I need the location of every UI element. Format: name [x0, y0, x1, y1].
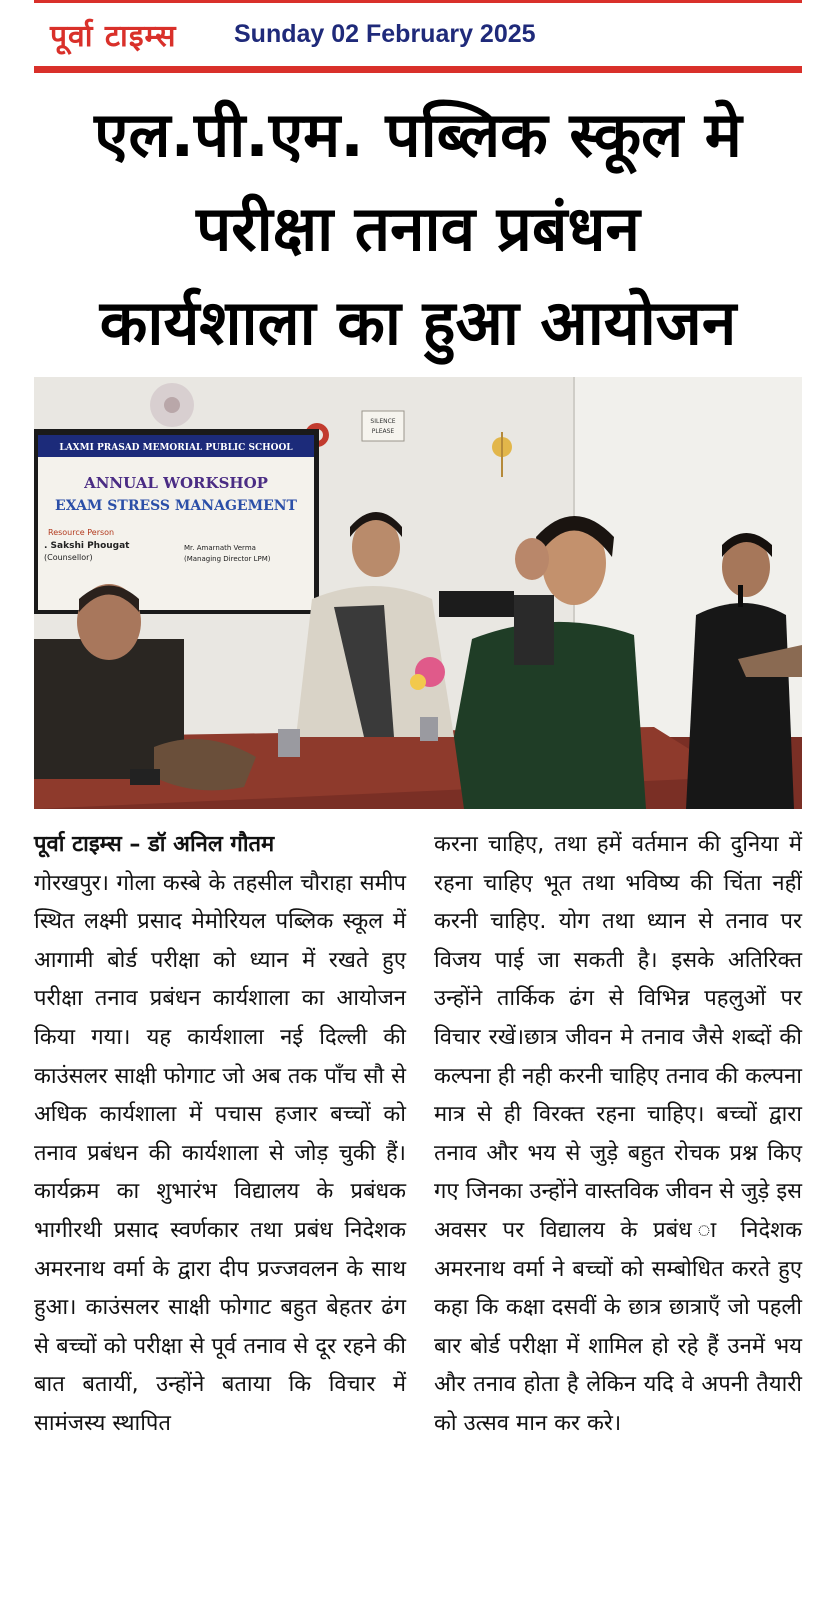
- silence-sign: [362, 411, 404, 441]
- screen-resource-name: . Sakshi Phougat: [44, 541, 130, 551]
- article-column-1: [34, 826, 406, 1444]
- masthead-top-rule: [34, 0, 802, 3]
- event-photo: [34, 377, 802, 809]
- table-cup: [278, 729, 300, 757]
- silence-sign-text-2: PLEASE: [371, 428, 395, 435]
- event-photo-illustration: [34, 377, 802, 809]
- screen-title-2: EXAM STRESS MANAGEMENT: [55, 498, 297, 514]
- headline-line-2: परीक्षा तनाव प्रबंधन: [196, 192, 640, 265]
- screen-resource-role: (Counsellor): [44, 553, 93, 562]
- headline-line-3: कार्यशाला का हुआ आयोजन: [99, 286, 737, 359]
- screen-title-1: ANNUAL WORKSHOP: [84, 474, 268, 492]
- screen-school-name: LAXMI PRASAD MEMORIAL PUBLIC SCHOOL: [59, 443, 293, 453]
- screen-chief-role: (Managing Director LPM): [184, 555, 271, 563]
- article-text-column-2: करना चाहिए, तथा हमें वर्तमान की दुनिया में रहना चाहिए भूत तथा भविष्य की चिंता नहीं करनी चाहिए. योग तथा ध्यान से तनाव पर विजय पाई जा सकती है। इसके अतिरिक्त उन्होंने तार्किक ढंग से विभिन्न पहलुओं पर विचार रखें।छात्र जीवन मे तनाव जैसे शब्दों की कल्पना ही नही करनी चाहिए तनाव की कल्पना मात्र से ही विरक्त रहना चाहिए। बच्चों द्वारा तनाव और भय से जुड़े बहुत रोचक प्रश्न किए गए जिनका उन्होंने वास्तविक जीवन से जुड़े इस अवसर पर विद्यालय के प्रबंध ा निदेशक अमरनाथ वर्मा ने बच्चों को सम्बोधित करते हुए कहा कि कक्षा दसवीं के छात्र छात्राएँ जो पहली बार बोर्ड परीक्षा में शामिल हो रहे हैं उनमें भय और तनाव होता है लेकिन यदि वे अपनी तैयारी को उत्सव मान कर करे।: [434, 832, 802, 1436]
- masthead: [34, 0, 802, 80]
- newspaper-name: पूर्वा टाइम्स: [50, 19, 177, 54]
- dateline: Sunday 02 February 2025: [234, 20, 536, 48]
- article-text-column-1: गोरखपुर। गोला कस्बे के तहसील चौराहा समीप स्थित लक्ष्मी प्रसाद मेमोरियल पब्लिक स्कूल में आगामी बोर्ड परीक्षा को ध्यान में रखते हुए परीक्षा तनाव प्रबंधन कार्यशाला का आयोजन किया गया। यह कार्यशाला नई दिल्ली की काउंसलर साक्षी फोगाट जो अब तक पाँच सौ से अधिक कार्यशाला में पचास हजार बच्चों को तनाव प्रबंधन की कार्यशाला से जोड़ चुकी हैं। कार्यक्रम का शुभारंभ विद्यालय के प्रबंधक भागीरथी प्रसाद स्वर्णकार तथा प्रबंध निदेशक अमरनाथ वर्मा के द्वारा दीप प्रज्जवलन के साथ हुआ। काउंसलर साक्षी फोगाट बहुत बेहतर ढंग से बच्चों को परीक्षा से पूर्व तनाव से दूर रहने की बात बतायीं, उन्होंने बताया कि विचार में सामंजस्य स्थापित: [34, 870, 406, 1436]
- audio-system: [439, 591, 514, 617]
- headline: [34, 88, 802, 370]
- screen-chief-name: Mr. Amarnath Verma: [184, 544, 256, 552]
- screen-resource-label: Resource Person: [48, 528, 115, 537]
- silence-sign-text-1: SILENCE: [370, 418, 396, 425]
- mobile-phone: [130, 769, 160, 785]
- masthead-bottom-rule: [34, 66, 802, 73]
- background-student: [514, 538, 554, 665]
- headline-line-1: एल.पी.एम. पब्लिक स्कूल मे: [94, 98, 742, 171]
- article-column-2: [434, 826, 802, 1444]
- byline: पूर्वा टाइम्स – डॉ अनिल गौतम: [34, 832, 275, 857]
